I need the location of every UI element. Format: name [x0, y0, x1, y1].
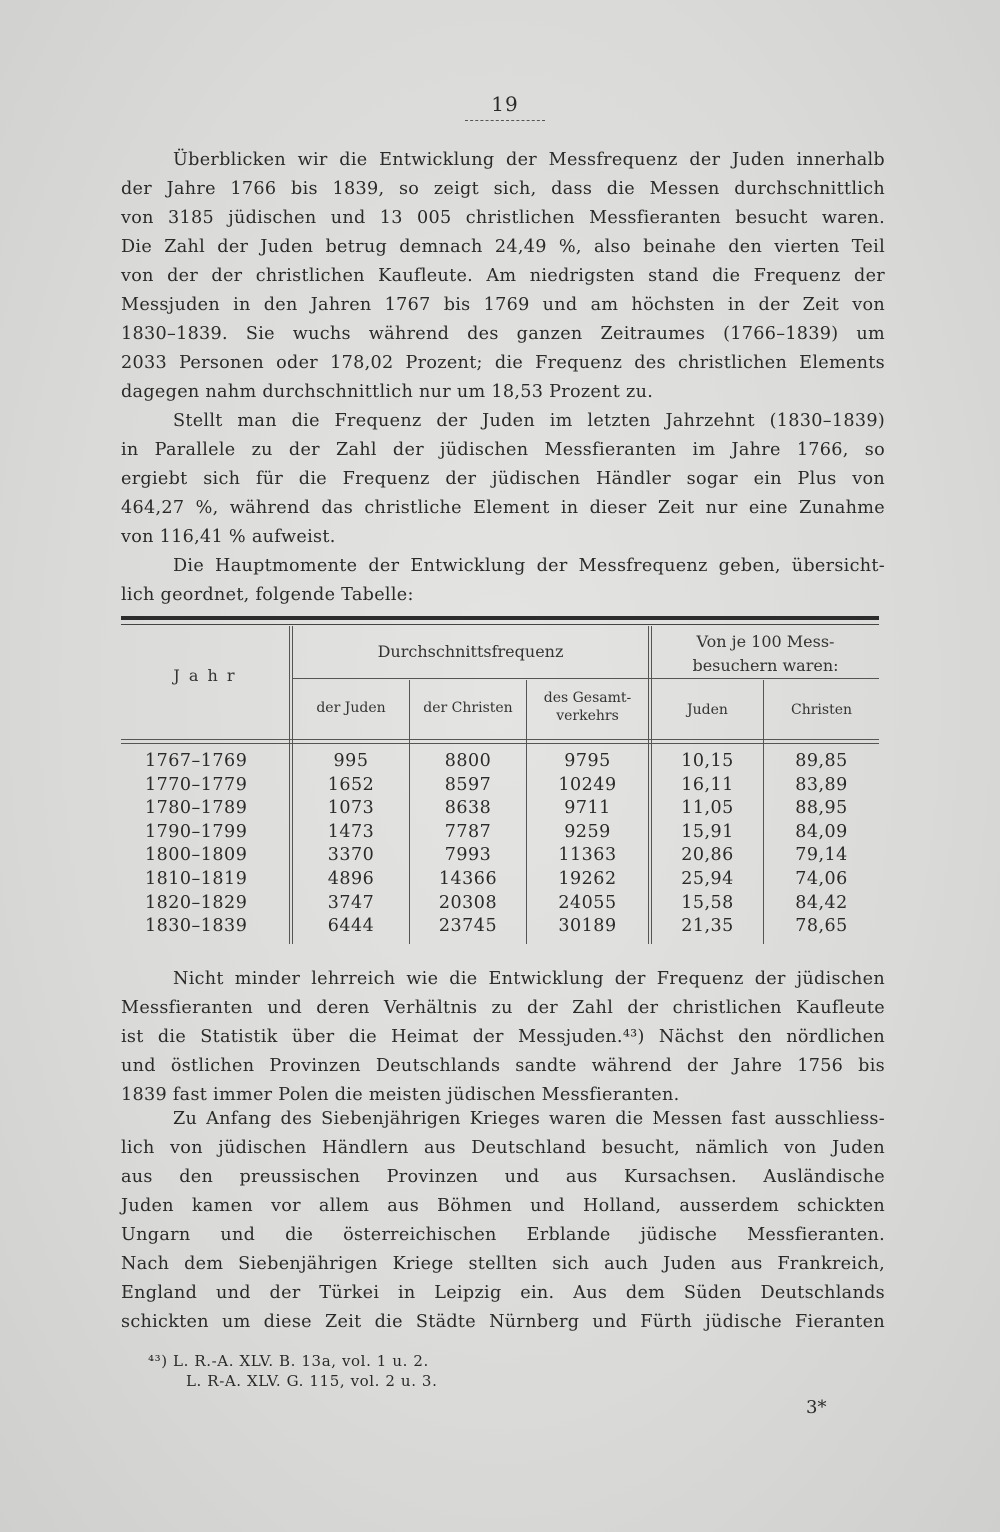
text-line: ergiebt sich für die Frequenz der jüdischen Händler sogar ein Plus von — [121, 469, 885, 489]
cell-gesamt: 19262 — [558, 869, 617, 889]
text-line: Stellt man die Frequenz der Juden im letzten Jahrzehnt (1830–1839) — [173, 411, 885, 431]
cell-juden: 995 — [333, 751, 369, 771]
col-header-gesamt — [527, 689, 648, 725]
cell-pct-christen: 79,14 — [795, 845, 848, 866]
paragraph-5 — [121, 1105, 885, 1337]
cell-christen: 8800 — [444, 751, 492, 771]
cell-pct-christen: 83,89 — [795, 774, 848, 795]
col-header-gesamt-line: verkehrs — [556, 708, 619, 724]
cell-christen: 20308 — [438, 892, 498, 913]
text-line: lich geordnet, folgende Tabelle: — [121, 585, 414, 605]
cell-pct-juden: 16,11 — [681, 774, 734, 795]
cell-pct-christen: 88,95 — [795, 798, 848, 819]
table-header-rule — [121, 743, 879, 744]
cell-gesamt: 9711 — [564, 798, 611, 819]
cell-christen: 7787 — [444, 821, 492, 842]
text-line: Ungarn und die österreichischen Erblande jüdische Messfieranten. — [121, 1225, 885, 1245]
col-header-year: J a h r — [173, 666, 237, 685]
cell-year: 1767–1769 — [145, 751, 248, 771]
cell-year: 1780–1789 — [145, 798, 248, 819]
cell-juden: 3370 — [327, 845, 375, 866]
cell-christen: 14366 — [438, 869, 498, 889]
footnote-1: ⁴³) L. R.-A. XLV. B. 13a, vol. 1 u. 2. — [148, 1352, 429, 1370]
cell-pct-juden: 21,35 — [681, 916, 734, 937]
cell-year: 1810–1819 — [145, 869, 248, 889]
text-line: England und der Türkei in Leipzig ein. Aus dem Süden Deutschlands — [121, 1283, 885, 1303]
paragraph-2 — [121, 407, 885, 552]
text-line: von 116,41 % aufweist. — [121, 527, 336, 547]
text-line: schickten um diese Zeit die Städte Nürnberg und Fürth jüdische Fieranten — [121, 1312, 885, 1332]
text-line: ist die Statistik über die Heimat der Messjuden.⁴³) Nächst den nördlichen — [121, 1027, 885, 1047]
paragraph-1 — [121, 146, 885, 407]
cell-pct-juden: 10,15 — [681, 751, 734, 771]
group-header-percent-line: Von je 100 Mess- — [696, 632, 835, 651]
text-line: und östlichen Provinzen Deutschlands sandte während der Jahre 1756 bis — [121, 1056, 885, 1076]
cell-pct-juden: 11,05 — [681, 798, 734, 819]
group-header-percent-line: besuchern waren: — [692, 656, 839, 675]
paragraph-3 — [121, 552, 885, 610]
cell-pct-christen: 84,42 — [795, 892, 848, 913]
text-line: Die Hauptmomente der Entwicklung der Messfrequenz geben, übersicht- — [173, 556, 885, 576]
text-line: Messjuden in den Jahren 1767 bis 1769 und am höchsten in der Zeit von — [121, 295, 885, 315]
table-header-rule — [121, 739, 879, 740]
text-line: 1839 fast immer Polen die meisten jüdischen Messfieranten. — [121, 1085, 680, 1105]
text-line: Nach dem Siebenjährigen Kriege stellten sich auch Juden aus Frankreich, — [121, 1254, 885, 1274]
signature-mark: 3* — [806, 1397, 827, 1418]
cell-pct-juden: 25,94 — [681, 869, 734, 889]
text-line: aus den preussischen Provinzen und aus Kursachsen. Ausländische — [121, 1167, 885, 1187]
col-header-christen: der Christen — [423, 700, 513, 716]
table-group-rule — [293, 678, 879, 679]
cell-year: 1770–1779 — [145, 774, 248, 795]
text-line: Messfieranten und deren Verhältnis zu der Zahl der christlichen Kaufleute — [121, 998, 885, 1018]
cell-year: 1830–1839 — [145, 916, 248, 937]
cell-juden: 1652 — [327, 774, 375, 795]
text-line: lich von jüdischen Händlern aus Deutschland besucht, nämlich von Juden — [121, 1138, 885, 1158]
cell-pct-juden: 15,58 — [681, 892, 734, 913]
cell-pct-juden: 20,86 — [681, 845, 734, 866]
cell-christen: 8597 — [444, 774, 492, 795]
cell-gesamt: 30189 — [558, 916, 617, 937]
text-line: Zu Anfang des Siebenjährigen Krieges waren die Messen fast ausschliess- — [173, 1109, 885, 1129]
text-line: von der der christlichen Kaufleute. Am niedrigsten stand die Frequenz der — [121, 266, 885, 286]
text-line: dagegen nahm durchschnittlich nur um 18,53 Prozent zu. — [121, 382, 654, 402]
cell-christen: 23745 — [438, 916, 498, 937]
cell-pct-christen: 74,06 — [795, 869, 848, 889]
cell-pct-christen: 78,65 — [795, 916, 848, 937]
cell-year: 1820–1829 — [145, 892, 248, 913]
text-line: Nicht minder lehrreich wie die Entwicklung der Frequenz der jüdischen — [173, 969, 885, 989]
group-header-percent — [652, 630, 879, 678]
cell-gesamt: 9259 — [564, 821, 611, 842]
text-line: der Jahre 1766 bis 1839, so zeigt sich, dass die Messen durchschnittlich — [121, 179, 885, 199]
cell-gesamt: 24055 — [558, 892, 617, 913]
col-header-gesamt-line: des Gesamt- — [543, 690, 632, 706]
page-number-ornament — [465, 116, 545, 121]
cell-juden: 4896 — [327, 869, 375, 889]
col-header-pct-juden: Juden — [687, 702, 728, 718]
text-line: Juden kamen vor allem aus Böhmen und Holland, ausserdem schickten — [121, 1196, 885, 1216]
cell-juden: 6444 — [327, 916, 375, 937]
cell-christen: 7993 — [444, 845, 492, 866]
cell-pct-juden: 15,91 — [681, 821, 734, 842]
cell-pct-christen: 84,09 — [795, 821, 848, 842]
table-top-rule — [121, 616, 879, 620]
text-line: in Parallele zu der Zahl der jüdischen Messfieranten im Jahre 1766, so — [121, 440, 885, 460]
cell-pct-christen: 89,85 — [795, 751, 848, 771]
col-header-juden: der Juden — [316, 700, 386, 716]
cell-juden: 1473 — [327, 821, 375, 842]
col-header-pct-christen: Christen — [790, 702, 852, 718]
text-line: von 3185 jüdischen und 13 005 christlichen Messfieranten besucht waren. — [121, 208, 885, 228]
page-number: 19 — [491, 92, 519, 116]
cell-juden: 1073 — [327, 798, 375, 819]
cell-gesamt: 11363 — [558, 845, 617, 866]
cell-gesamt: 10249 — [558, 774, 617, 795]
cell-christen: 8638 — [444, 798, 492, 819]
footnote-2: L. R-A. XLV. G. 115, vol. 2 u. 3. — [186, 1372, 438, 1390]
cell-year: 1790–1799 — [145, 821, 248, 842]
text-line: 464,27 %, während das christliche Element in dieser Zeit nur eine Zunahme — [121, 498, 885, 518]
table-divider — [289, 626, 290, 944]
text-line: 2033 Personen oder 178,02 Prozent; die Frequenz des christlichen Elements — [121, 353, 885, 373]
table-divider — [648, 626, 649, 944]
table-top-rule-thin — [121, 624, 879, 625]
cell-gesamt: 9795 — [564, 751, 611, 771]
text-line: Überblicken wir die Entwicklung der Messfrequenz der Juden innerhalb — [173, 150, 885, 170]
cell-juden: 3747 — [327, 892, 375, 913]
text-line: 1830–1839. Sie wuchs während des ganzen Zeitraumes (1766–1839) um — [121, 324, 885, 344]
group-header-frequency: Durchschnittsfrequenz — [377, 642, 564, 661]
paragraph-4 — [121, 965, 885, 1110]
cell-year: 1800–1809 — [145, 845, 248, 866]
text-line: Die Zahl der Juden betrug demnach 24,49 %, also beinahe den vierten Teil — [121, 237, 885, 257]
